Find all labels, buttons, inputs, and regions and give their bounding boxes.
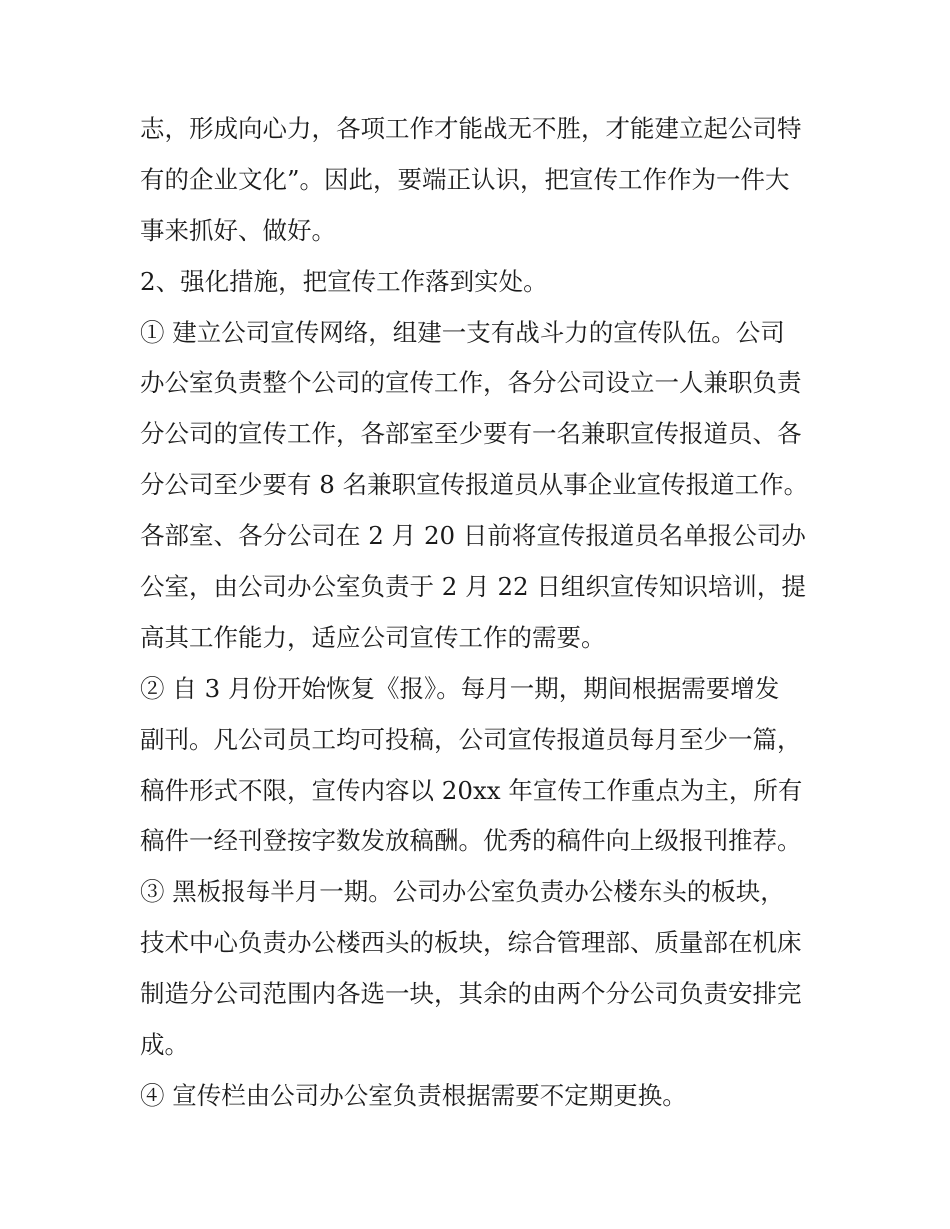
document-body (140, 104, 820, 1122)
section-heading: 2、强化措施，把宣传工作落到实处。 (140, 266, 548, 296)
text-line: 分公司至少要有 8 名兼职宣传报道员从事企业宣传报道工作。 (140, 470, 809, 500)
text-line: 制造分公司范围内各选一块，其余的由两个分公司负责安排完 (140, 979, 802, 1009)
text-line: 公室，由公司办公室负责于 2 月 22 日组织宣传知识培训，提 (140, 572, 806, 602)
text-line: 事来抓好、做好。 (140, 215, 336, 245)
text-line: ② 自 3 月份开始恢复《报》。每月一期，期间根据需要增发 (140, 673, 780, 703)
text-line: 副刊。凡公司员工均可投稿，公司宣传报道员每月至少一篇， (140, 724, 802, 754)
text-line: 志，形成向心力，各项工作才能战无不胜，才能建立起公司特 (140, 114, 802, 143)
text-line: 技术中心负责办公楼西头的板块，综合管理部、质量部在机床 (140, 928, 802, 958)
text-line: 各部室、各分公司在 2 月 20 日前将宣传报道员名单报公司办 (140, 521, 806, 551)
text-line: 稿件形式不限，宣传内容以 20xx 年宣传工作重点为主，所有 (140, 775, 803, 805)
text-line: ③ 黑板报每半月一期。公司办公室负责办公楼东头的板块， (140, 877, 785, 907)
text-line: 稿件一经刊登按字数发放稿酬。优秀的稿件向上级报刊推荐。 (140, 826, 802, 856)
text-line: 有的企业文化”。因此，要端正认识，把宣传工作作为一件大 (140, 164, 790, 194)
text-line: 办公室负责整个公司的宣传工作，各分公司设立一人兼职负责 (140, 368, 802, 398)
text-line: ④ 宣传栏由公司办公室负责根据需要不定期更换。 (140, 1080, 687, 1110)
text-line: 成。 (140, 1030, 189, 1060)
text-line: 分公司的宣传工作，各部室至少要有一名兼职宣传报道员、各 (140, 419, 802, 449)
text-line: ① 建立公司宣传网络，组建一支有战斗力的宣传队伍。公司 (140, 317, 785, 347)
text-line: 高其工作能力，适应公司宣传工作的需要。 (140, 622, 606, 652)
